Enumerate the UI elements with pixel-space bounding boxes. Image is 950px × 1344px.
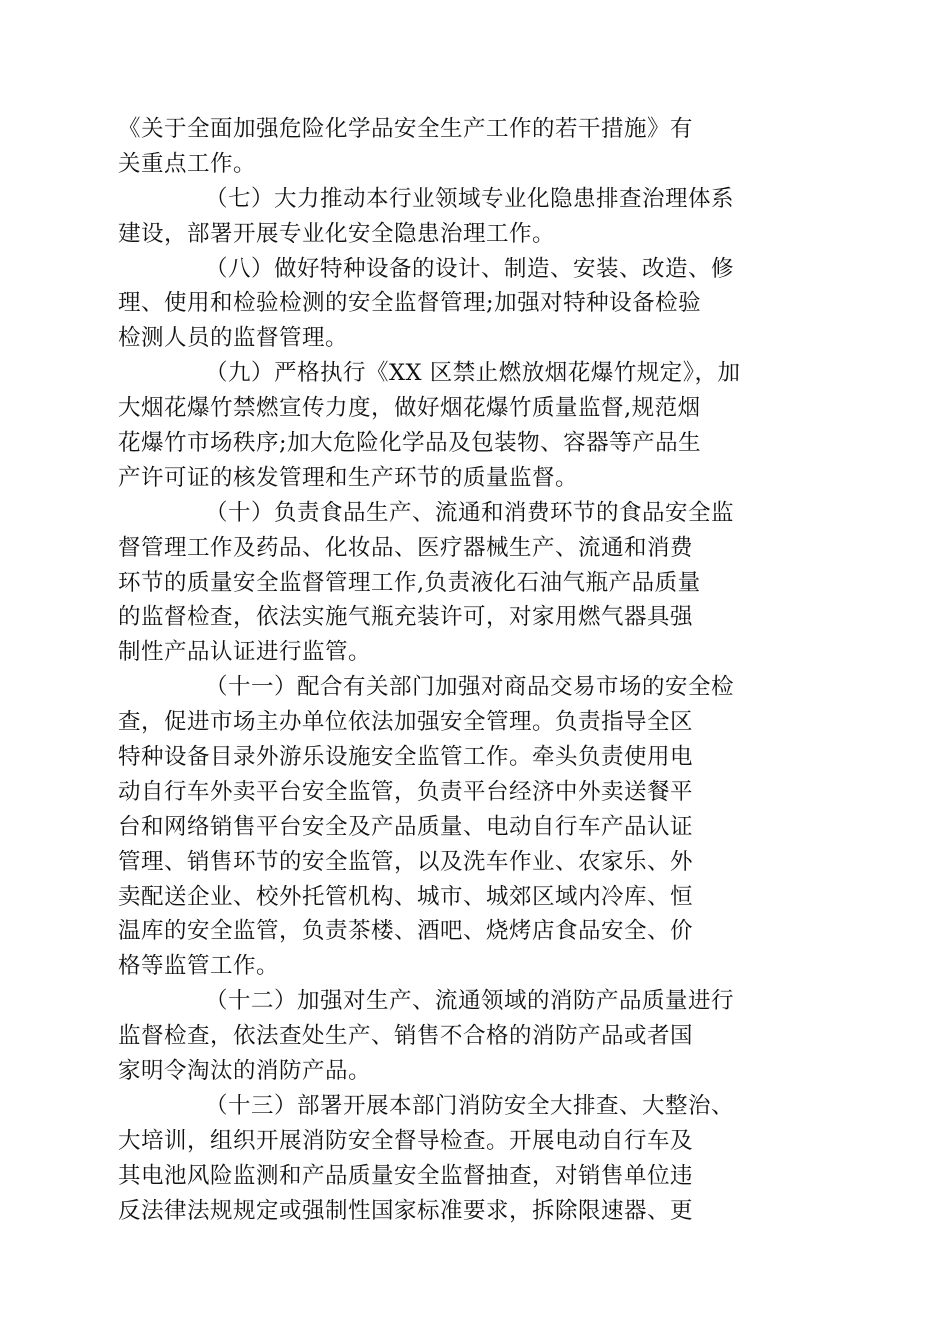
text-line: 环节的质量安全监督管理工作,负责液化石油气瓶产品质量: [118, 569, 701, 596]
text-line: 制性产品认证进行监管。: [118, 639, 372, 666]
text-line: 关重点工作。: [118, 150, 257, 177]
text-line: 格等监管工作。: [118, 953, 280, 980]
text-line: 产许可证的核发管理和生产环节的质量监督。: [118, 464, 579, 491]
text-line: 家明令淘汰的消防产品。: [118, 1058, 372, 1085]
text-line: 《关于全面加强危险化学品安全生产工作的若干措施》有: [118, 116, 694, 142]
text-line: 检测人员的监督管理。: [118, 325, 349, 352]
document-body: [118, 112, 808, 1229]
text-line: 管理、销售环节的安全监管，以及洗车作业、农家乐、外: [118, 848, 694, 875]
text-line: 的监督检查，依法实施气瓶充装许可，对家用燃气器具强: [118, 604, 694, 631]
paragraph-first-line: （八）做好特种设备的设计、制造、安装、改造、修: [205, 255, 735, 282]
text-line: 特种设备目录外游乐设施安全监管工作。牵头负责使用电: [118, 744, 694, 771]
paragraph-first-line: （七）大力推动本行业领域专业化隐患排查治理体系: [205, 185, 735, 212]
text-line: 建设，部署开展专业化安全隐患治理工作。: [118, 220, 556, 247]
text-line: 查，促进市场主办单位依法加强安全管理。负责指导全区: [118, 709, 694, 736]
text-line: 花爆竹市场秩序;加大危险化学品及包装物、容器等产品生: [118, 430, 702, 457]
text-line: 监督检查，依法查处生产、销售不合格的消防产品或者国: [118, 1023, 694, 1050]
text-line: 台和网络销售平台安全及产品质量、电动自行车产品认证: [118, 813, 694, 840]
text-line: 反法律法规规定或强制性国家标准要求，拆除限速器、更: [118, 1197, 694, 1224]
text-line: 其电池风险监测和产品质量安全监督抽查，对销售单位违: [118, 1162, 694, 1189]
paragraph-first-line: （十二）加强对生产、流通领域的消防产品质量进行: [205, 988, 735, 1015]
text-line: 督管理工作及药品、化妆品、医疗器械生产、流通和消费: [118, 534, 694, 561]
paragraph-first-line: （十三）部署开展本部门消防安全大排查、大整治、: [205, 1092, 735, 1119]
text-line: 动自行车外卖平台安全监管，负责平台经济中外卖送餐平: [118, 778, 694, 805]
text-line: 卖配送企业、校外托管机构、城市、城郊区域内冷库、恒: [118, 883, 694, 910]
paragraph-first-line: （十）负责食品生产、流通和消费环节的食品安全监: [205, 499, 735, 526]
paragraph-first-line: （十一）配合有关部门加强对商品交易市场的安全检: [205, 674, 735, 701]
text-line: 大培训，组织开展消防安全督导检查。开展电动自行车及: [118, 1127, 694, 1154]
text-line: 温库的安全监管，负责茶楼、酒吧、烧烤店食品安全、价: [118, 918, 694, 945]
paragraph-first-line: （九）严格执行《XX 区禁止燃放烟花爆竹规定》，加: [205, 360, 741, 387]
text-line: 理、使用和检验检测的安全监督管理;加强对特种设备检验: [118, 290, 702, 317]
text-line: 大烟花爆竹禁燃宣传力度，做好烟花爆竹质量监督,规范烟: [118, 395, 701, 422]
